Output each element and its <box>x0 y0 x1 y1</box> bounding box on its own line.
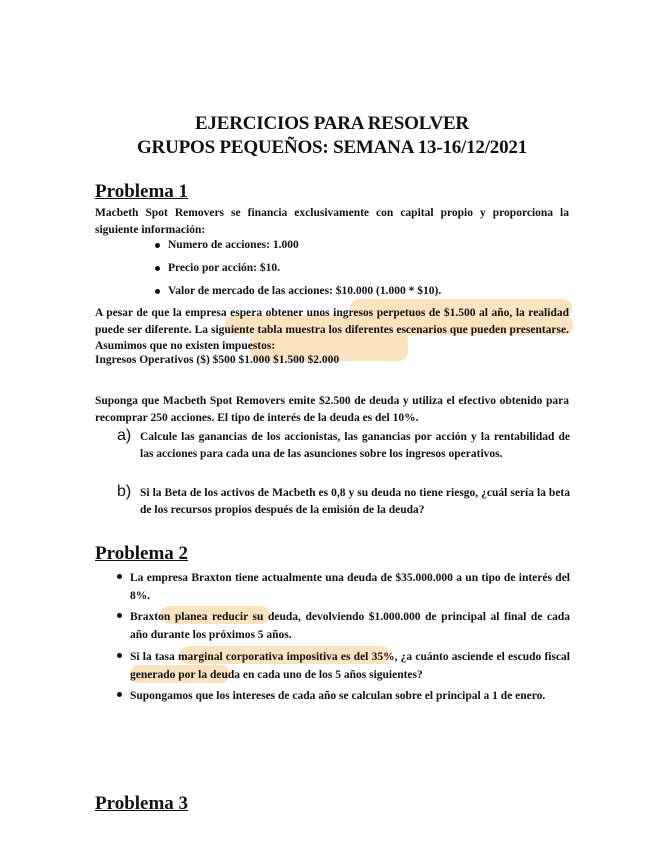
bullet-dot <box>117 653 122 658</box>
item-marker: a) <box>117 427 132 444</box>
problem2-bullet: La empresa Braxton tiene actualmente una deuda de $35.000.000 a un tipo de interés del 8%. <box>130 572 570 602</box>
problem1-intro: Macbeth Spot Removers se financia exclusivamente con capital propio y proporciona la siguiente información: <box>95 207 569 236</box>
problem1-item: Si la Beta de los activos de Macbeth es 0,8 y su deuda no tiene riesgo, ¿cuál sería la beta de los recursos propios después de la emisión de la deuda? <box>140 487 570 516</box>
problem1-paragraph: A pesar de que la empresa espera obtener unos ingresos perpetuos de $1.500 al año, la realidad puede ser diferente. La siguiente tabla muestra los diferentes escenarios que pueden presentarse. Asumimos que no existen impuestos: <box>95 307 569 352</box>
problem1-bullet: Precio por acción: $10. <box>168 262 280 274</box>
bullet-dot <box>155 289 160 294</box>
problem1-heading: Problema 1 <box>95 181 189 202</box>
problem1-table-line: Ingresos Operativos ($) $500 $1.000 $1.500 $2.000 <box>95 354 340 366</box>
page-title: EJERCICIOS PARA RESOLVER <box>195 113 469 134</box>
bullet-dot <box>117 692 122 697</box>
problem1-bullet: Valor de mercado de las acciones: $10.000 (1.000 * $10). <box>168 285 442 297</box>
problem2-bullet: Si la tasa marginal corporativa impositiva es del 35%, ¿a cuánto asciende el escudo fiscal generado por la deuda en cada uno de los 5 años siguientes? <box>130 651 570 681</box>
problem1-bullet: Numero de acciones: 1.000 <box>168 239 299 251</box>
problem2-bullet: Supongamos que los intereses de cada año se calculan sobre el principal a 1 de enero. <box>130 690 546 702</box>
bullet-dot <box>155 266 160 271</box>
problem2-heading: Problema 2 <box>95 543 189 564</box>
problem3-heading: Problema 3 <box>95 793 189 814</box>
page-subtitle: GRUPOS PEQUEÑOS: SEMANA 13-16/12/2021 <box>136 137 528 158</box>
bullet-dot <box>155 243 160 248</box>
bullet-dot <box>117 613 122 618</box>
bullet-dot <box>117 574 122 579</box>
problem1-item: Calcule las ganancias de los accionistas, las ganancias por acción y la rentabilidad de las acciones para cada una de las asunciones sobre los ingresos operativos. <box>140 431 570 460</box>
problem2-bullet: Braxton planea reducir su deuda, devolviendo $1.000.000 de principal al final de cada año durante los próximos 5 años. <box>130 611 570 641</box>
problem1-paragraph: Suponga que Macbeth Spot Removers emite $2.500 de deuda y utiliza el efectivo obtenido para recomprar 250 acciones. El tipo de interés de la deuda es del 10%. <box>95 395 569 424</box>
item-marker: b) <box>117 483 132 500</box>
